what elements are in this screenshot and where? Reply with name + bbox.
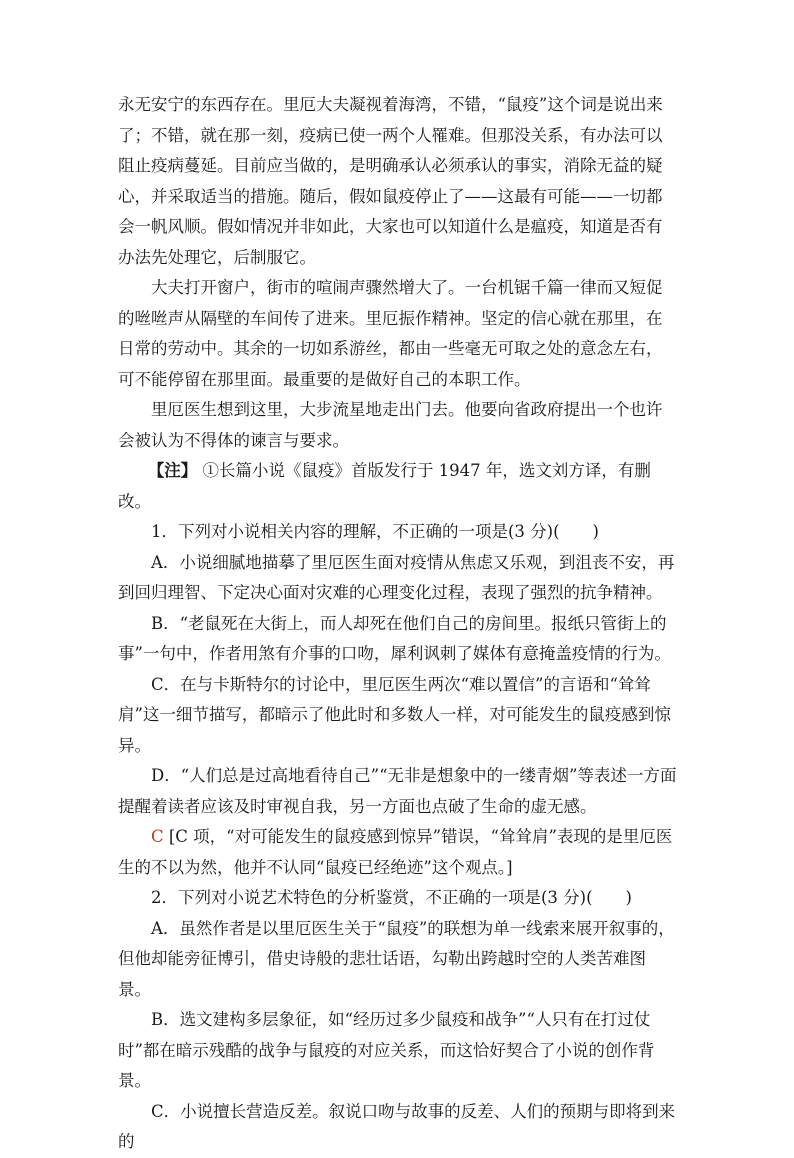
paragraph-3: 里厄医生想到这里，大步流星地走出门去。他要向省政府提出一个也许会被认为不得体的谏言与要求。 — [118, 400, 663, 450]
answer-explanation: [C 项，“对可能发生的鼠疫感到惊异”错误，“耸耸肩”表现的是里厄医生的不以为然，他并不认同“鼠疫已经绝迹”这个观点。] — [118, 827, 673, 877]
question-2-option-b: B．选文建构多层象征，如“经历过多少鼠疫和战争”“人只有在打过仗时”都在暗示残酷的战争与鼠疫的对应关系，而这恰好契合了小说的创作背景。 — [118, 1010, 655, 1090]
paragraph-2: 大夫打开窗户，街市的喧闹声骤然增大了。一台机锯千篇一律而又短促的咝咝声从隔壁的车间传了进来。里厄振作精神。坚定的信心就在那里，在日常的劳动中。其余的一切如系游丝，都由一些毫无可取之处的意念左右，可不能停留在那里面。最重要的是做好自己的本职工作。 — [118, 278, 663, 389]
question-2-stem: 2．下列对小说艺术特色的分析鉴赏，不正确的一项是(3 分)( ) — [151, 888, 632, 907]
paragraph-1: 永无安宁的东西存在。里厄大夫凝视着海湾，不错，“鼠疫”这个词是说出来了；不错，就在那一刻，疫病已使一两个人罹难。但那没关系，有办法可以阻止疫病蔓延。目前应当做的，是明确承认必须承认的事实，消除无益的疑心，并采取适当的措施。随后，假如鼠疫停止了——这最有可能——一切都会一帆风顺。假如情况并非如此，大家也可以知道什么是瘟疫，知道是否有办法先处理它，后制服它。 — [118, 95, 663, 267]
footnote-text: ①长篇小说《鼠疫》首版发行于 1947 年，选文刘方译，有删改。 — [118, 461, 651, 511]
answer-letter: C — [151, 827, 164, 846]
footnote — [118, 456, 678, 517]
question-1-option-a: A．小说细腻地描摹了里厄医生面对疫情从焦虑又乐观，到沮丧不安，再到回归理智、下定决心面对灾难的心理变化过程，表现了强烈的抗争精神。 — [118, 552, 675, 602]
question-1-stem: 1．下列对小说相关内容的理解，不正确的一项是(3 分)( ) — [151, 522, 599, 541]
question-2-option-c: C．小说擅长营造反差。叙说口吻与故事的反差、人们的预期与即将到来的 — [118, 1101, 676, 1151]
question-2-option-a: A．虽然作者是以里厄医生关于“鼠疫”的联想为单一线索来展开叙事的，但他却能旁征博引，借史诗般的悲壮话语，勾勒出跨越时空的人类苦难图景。 — [118, 918, 675, 999]
footnote-tag: 【注】 — [147, 461, 198, 480]
question-1-option-c: C．在与卡斯特尔的讨论中，里厄医生两次“难以置信”的言语和“耸耸肩”这一细节描写，都暗示了他此时和多数人一样，对可能发生的鼠疫感到惊异。 — [118, 674, 671, 755]
question-1-option-b: B．“老鼠死在大街上，而人却死在他们自己的房间里。报纸只管街上的事”一句中，作者用煞有介事的口吻，犀利讽刺了媒体有意掩盖疫情的行为。 — [118, 613, 671, 663]
text-body — [118, 90, 678, 1158]
question-1-option-d: D．“人们总是过高地看待自己”“无非是想象中的一缕青烟”等表述一方面提醒着读者应该及时审视自我，另一方面也点破了生命的虚无感。 — [118, 766, 677, 816]
question-1-answer — [118, 822, 678, 883]
